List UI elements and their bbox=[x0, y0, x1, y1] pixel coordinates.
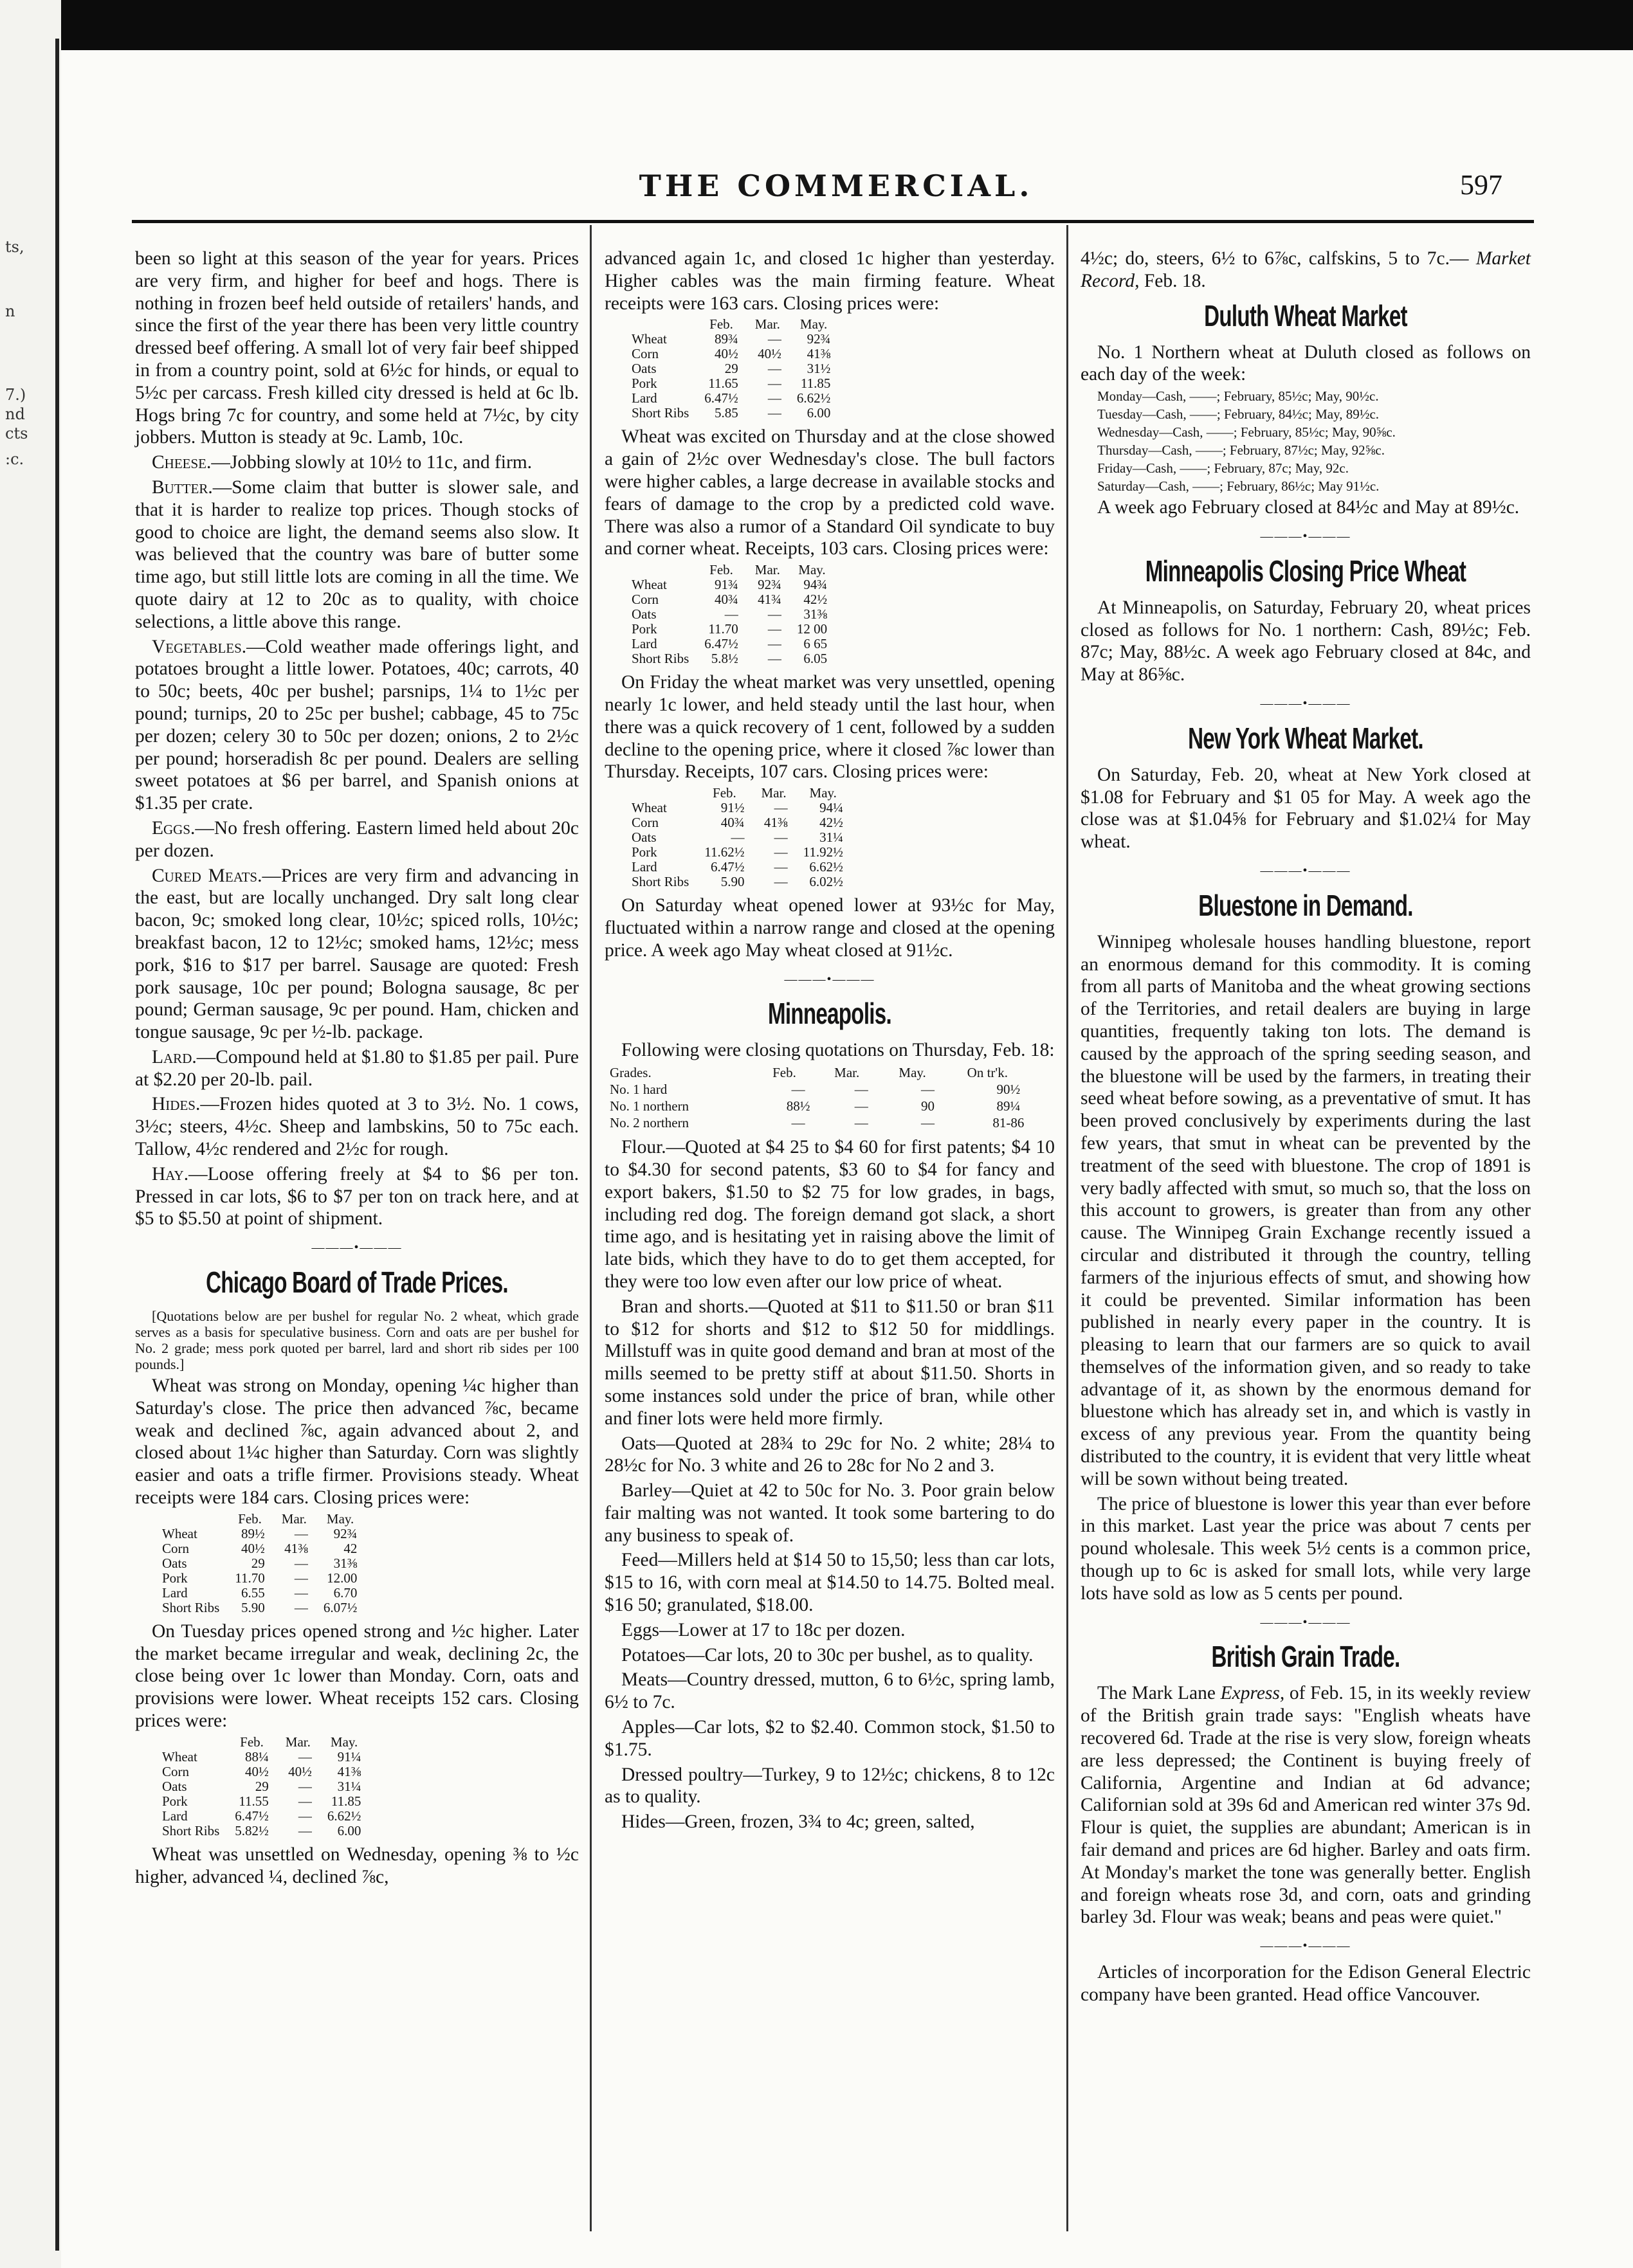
paragraph-flour: Flour.—Quoted at $4 25 to $4 60 for first patents; $4 10 to $4.30 for second patents, $3 60 to $4 for fancy and export bakers, $1.50 to $2 75 for low grades, in bags, including red dog. The foreign demand got slack, a short time ago, and is hesitating yet in raising above the limit of late bids, which they have to do to get them accepted, for they were too low even after our low price of wheat. bbox=[605, 1137, 1055, 1292]
price-cell: 12 00 bbox=[796, 621, 828, 637]
table-header: On tr'k. bbox=[967, 1065, 1008, 1081]
table-header: Mar. bbox=[285, 1734, 311, 1750]
commodity-cell: Wheat bbox=[162, 1525, 197, 1541]
section-ornament: ———•——— bbox=[311, 1240, 403, 1255]
table-row bbox=[624, 801, 851, 815]
price-cell: 42½ bbox=[819, 815, 843, 831]
price-cell: 11.92½ bbox=[803, 844, 843, 860]
price-cell: — bbox=[774, 844, 788, 860]
table-row bbox=[605, 1081, 1055, 1098]
paragraph-wednesday: Wheat was unsettled on Wednesday, opening ⅜ to ½c higher, advanced ¼, declined ⅞c, bbox=[135, 1844, 579, 1887]
price-cell: 41⅜ bbox=[284, 1540, 308, 1556]
table-header: May. bbox=[799, 316, 828, 332]
table-row bbox=[154, 1765, 369, 1779]
price-cell: 5.90 bbox=[241, 1599, 265, 1615]
price-cell: 81-86 bbox=[992, 1115, 1025, 1131]
section-title-minneapolis: Minneapolis. bbox=[768, 997, 891, 1031]
item-text: —Compound held at $1.80 to $1.85 per pail. Pure at $2.20 per 20-lb. pail. bbox=[135, 1046, 579, 1090]
table-row bbox=[154, 1586, 365, 1601]
paragraph-hides: Hides—Green, frozen, 3¾ to 4c; green, salted, bbox=[621, 1811, 975, 1833]
column-3 bbox=[1081, 248, 1531, 2009]
section-ornament: ———•——— bbox=[784, 972, 875, 986]
price-cell: — bbox=[767, 621, 781, 637]
price-cell: — bbox=[294, 1584, 308, 1601]
price-cell: 5.8½ bbox=[711, 651, 738, 667]
price-cell: 31½ bbox=[807, 361, 831, 377]
price-cell: 11.70 bbox=[708, 621, 738, 637]
price-cell: 42½ bbox=[803, 592, 828, 608]
table-header: Feb. bbox=[772, 1065, 796, 1081]
table-row bbox=[605, 1114, 1055, 1131]
section-ornament: ———•——— bbox=[1260, 1939, 1351, 1954]
price-cell: 29 bbox=[255, 1778, 269, 1794]
price-cell: — bbox=[294, 1555, 308, 1571]
paragraph-edison: Articles of incorporation for the Edison General Electric company have been granted. Head office Vancouver. bbox=[1081, 1962, 1531, 2005]
price-cell: — bbox=[854, 1115, 868, 1131]
margin-fragment: n bbox=[5, 302, 15, 320]
paragraph-thursday: Wheat was excited on Thursday and at the close showed a gain of 2½c over Wednesday's close. The bull factors were higher cables, a large decrease in available stocks and fears of damage to the crop by a predicted cold wave. There was also a rumor of a Standard Oil syndicate to buy and corner wheat. Receipts, 103 cars. Closing prices were: bbox=[605, 426, 1055, 559]
paragraph-eggs: Eggs—Lower at 17 to 18c per dozen. bbox=[621, 1619, 906, 1640]
price-cell: — bbox=[854, 1082, 868, 1098]
duluth-day: Tuesday—Cash, ——; February, 84½c; May, 89½c. bbox=[1097, 406, 1380, 422]
paragraph-apples: Apples—Car lots, $2 to $2.40. Common stock, $1.50 to $1.75. bbox=[605, 1717, 1055, 1760]
commodity-cell: Short Ribs bbox=[632, 874, 689, 890]
table-header: Feb. bbox=[713, 785, 736, 801]
table-row bbox=[624, 860, 851, 875]
price-cell: 41⅜ bbox=[763, 815, 788, 831]
table-row bbox=[624, 391, 838, 406]
price-cell: — bbox=[774, 874, 788, 890]
paragraph-tuesday: On Tuesday prices opened strong and ½c higher. Later the market became irregular and weak, declining 2c, the close being over 1c lower than Monday. Corn, oats and provisions were lower. Wheat receipts 152 cars. Closing prices were: bbox=[135, 1620, 579, 1732]
price-cell: 40½ bbox=[715, 346, 738, 362]
table-row bbox=[624, 830, 851, 845]
price-cell: 40¾ bbox=[720, 815, 745, 831]
table-header: May. bbox=[809, 785, 837, 801]
paragraph: been so light at this season of the year for years. Prices are very firm, and higher for beef and hogs. There is nothing in frozen beef held outside of retailers' hands, and since the first of the year there has been very little country dressed beef offering. A small lot of very fair beef shipped in from a country point, sold at 6½c for hinds, or equal to 5½c per carcass. Fresh killed city dressed is held at 6c lb. Hogs bring 7c for country, and some held at 7½c, by city jobbers. Mutton is steady at 9c. Lamb, 10c. bbox=[135, 248, 579, 448]
section-title-minneapolis-closing: Minneapolis Closing Price Wheat bbox=[1145, 554, 1466, 588]
price-cell: 40½ bbox=[245, 1763, 269, 1779]
commodity-cell: Pork bbox=[632, 621, 657, 637]
item-text: —Prices are very firm and advancing in the east, but are locally unchanged. Dry salt long clear bacon, 9c; smoked long clear, 10½c; spiced rolls, 10½c; breakfast bacon, 12 to 12½c; smoked hams, 12½c; mess pork, $16 to $17 per barrel. Sausage are quoted: Fresh pork sausage, 10c per pound; Bologna sausage, 8c per pound; German sausage, 9c per pound. Ham, chicken and tongue sausage, 9c per ½-lb. package. bbox=[135, 865, 579, 1043]
table-row bbox=[624, 577, 835, 592]
paragraph-friday: On Friday the wheat market was very unsettled, opening nearly 1c lower, and held steady until the last hour, when there was a quick recovery of 1 cent, followed by a sudden decline to the opening price, where it closed ⅞c lower than Thursday. Receipts, 107 cars. Closing prices were: bbox=[605, 672, 1055, 783]
paragraph-oats: Oats—Quoted at 28¾ to 29c for No. 2 white; 28¼ to 28½c for No. 3 white and 26 to 28c for No 2 and 3. bbox=[605, 1433, 1055, 1476]
section-ornament: ———•——— bbox=[1260, 529, 1351, 543]
table-row bbox=[624, 607, 835, 622]
commodity-cell: Wheat bbox=[632, 800, 667, 816]
price-cell: 5.82½ bbox=[235, 1822, 269, 1838]
price-cell: 11.62½ bbox=[704, 844, 745, 860]
column-2 bbox=[605, 248, 1055, 1836]
price-cell: 6.47½ bbox=[704, 390, 738, 406]
margin-fragment: nd bbox=[5, 405, 25, 423]
price-cell: 41⅜ bbox=[807, 346, 831, 362]
paragraph-barley: Barley—Quiet at 42 to 50c for No. 3. Poor grain below fair malting was not wanted. It took some bartering to do any business to speak of. bbox=[605, 1480, 1055, 1546]
price-cell: — bbox=[731, 830, 745, 846]
margin-fragment: 7.) bbox=[5, 386, 26, 404]
commodity-cell: Pork bbox=[162, 1570, 188, 1586]
price-cell: 31⅜ bbox=[333, 1555, 358, 1571]
duluth-day: Wednesday—Cash, ——; February, 85½c; May, 90⅝c. bbox=[1097, 424, 1396, 440]
price-cell: 88¼ bbox=[245, 1748, 269, 1765]
text: The Mark Lane bbox=[1097, 1683, 1216, 1704]
commodity-cell: Wheat bbox=[632, 331, 667, 347]
section-title-chicago: Chicago Board of Trade Prices. bbox=[206, 1266, 508, 1300]
table-row bbox=[624, 815, 851, 830]
price-cell: 40½ bbox=[241, 1540, 265, 1556]
duluth-day: Friday—Cash, ——; February, 87c; May, 92c. bbox=[1097, 460, 1349, 476]
table-row bbox=[154, 1824, 369, 1838]
table-row bbox=[154, 1794, 369, 1809]
grade-cell: No. 1 northern bbox=[610, 1098, 689, 1114]
duluth-day: Saturday—Cash, ——; February, 86½c; May 91½c. bbox=[1097, 478, 1380, 494]
price-cell: 11.70 bbox=[235, 1570, 265, 1586]
paragraph-saturday: On Saturday wheat opened lower at 93½c for May, fluctuated within a narrow range and closed at the opening price. A week ago May wheat closed at 91½c. bbox=[605, 895, 1055, 961]
commodity-cell: Short Ribs bbox=[162, 1599, 220, 1615]
price-cell: — bbox=[767, 636, 781, 652]
price-cell: 40¾ bbox=[715, 592, 738, 608]
table-header: Mar. bbox=[761, 785, 787, 801]
paragraph-eggs bbox=[135, 817, 579, 862]
paragraph-cheese bbox=[135, 451, 579, 474]
price-cell: 11.85 bbox=[800, 376, 831, 392]
paragraph: advanced again 1c, and closed 1c higher than yesterday. Higher cables was the main firming feature. Wheat receipts were 163 cars. Closing prices were: bbox=[605, 248, 1055, 314]
section-title-new-york: New York Wheat Market. bbox=[1188, 721, 1423, 755]
price-cell: 29 bbox=[724, 361, 738, 377]
paragraph-cured-meats bbox=[135, 865, 579, 1044]
price-cell: 11.55 bbox=[239, 1793, 269, 1809]
item-text: —Loose offering freely at $4 to $6 per ton. Pressed in car lots, $6 to $7 per ton on track here, and at $5 to $5.50 at point of shipment. bbox=[135, 1163, 579, 1229]
price-cell: 92¾ bbox=[333, 1525, 358, 1541]
price-cell: — bbox=[774, 830, 788, 846]
commodity-cell: Lard bbox=[632, 390, 657, 406]
table-row bbox=[624, 347, 838, 361]
paragraph-new-york: On Saturday, Feb. 20, wheat at New York closed at $1.08 for February and $1 05 for May. A week ago the close was at $1.04⅝ for February and $1.02¼ for May wheat. bbox=[1081, 764, 1531, 853]
binding-rule bbox=[55, 39, 59, 2251]
commodity-cell: Short Ribs bbox=[162, 1822, 220, 1838]
price-cell: 12.00 bbox=[327, 1570, 358, 1586]
paragraph-monday: Wheat was strong on Monday, opening ¼c higher than Saturday's close. The price then advanced ⅞c, became weak and declined ⅞c, again advanced about 2, and closed about 1¼c higher than Saturday. Corn was slightly easier and oats a trifle firmer. Provisions steady. Wheat receipts were 184 cars. Closing prices were: bbox=[135, 1375, 579, 1509]
price-cell: 42 bbox=[343, 1540, 358, 1556]
binding-edge bbox=[0, 0, 61, 2268]
price-cell: — bbox=[298, 1808, 312, 1824]
table-row bbox=[154, 1541, 365, 1556]
price-cell: — bbox=[774, 859, 788, 875]
price-cell: — bbox=[298, 1748, 312, 1765]
price-cell: 6.07½ bbox=[323, 1599, 358, 1615]
table-header: Mar. bbox=[754, 562, 780, 578]
price-cell: 40½ bbox=[758, 346, 781, 362]
section-ornament: ———•——— bbox=[1260, 1615, 1351, 1629]
price-cell: 6.55 bbox=[241, 1584, 265, 1601]
paragraph-bluestone-2: The price of bluestone is lower this year than ever before in this market. Last year the price was about 7 cents per pound wholesale. This week 5½ cents is a common price, though up to 6c is asked for small lots, while very large lots have sold as low as 5 cents per pound. bbox=[1081, 1493, 1531, 1604]
paragraph-duluth-intro: No. 1 Northern wheat at Duluth closed as follows on each day of the week: bbox=[1081, 341, 1531, 385]
price-cell: 29 bbox=[251, 1555, 265, 1571]
price-cell: 94¼ bbox=[819, 800, 843, 816]
price-cell: 6.47½ bbox=[235, 1808, 269, 1824]
paragraph-british bbox=[1081, 1682, 1531, 1928]
price-cell: 31¼ bbox=[337, 1778, 361, 1794]
source-name: Market Record, bbox=[1081, 248, 1531, 291]
table-row bbox=[624, 592, 835, 607]
paragraph-potatoes: Potatoes—Car lots, 20 to 30c per bushel, as to quality. bbox=[621, 1644, 1034, 1665]
commodity-cell: Corn bbox=[162, 1540, 189, 1556]
price-cell: — bbox=[724, 606, 738, 622]
table-row bbox=[624, 622, 835, 637]
item-label: Hay. bbox=[152, 1163, 189, 1184]
price-cell: 92¾ bbox=[758, 577, 781, 593]
table-row bbox=[624, 637, 835, 651]
price-cell: 91½ bbox=[720, 800, 745, 816]
price-cell: 6.47½ bbox=[711, 859, 745, 875]
table-header: Grades. bbox=[610, 1065, 652, 1081]
price-cell: — bbox=[854, 1098, 868, 1114]
price-cell: 6.00 bbox=[337, 1822, 361, 1838]
price-cell: — bbox=[791, 1082, 805, 1098]
paragraph-duluth-week: A week ago February closed at 84½c and May at 89½c. bbox=[1097, 497, 1520, 518]
price-table-wednesday bbox=[624, 317, 838, 421]
price-cell: — bbox=[921, 1115, 935, 1131]
price-cell: 89¼ bbox=[996, 1098, 1021, 1114]
paragraph-feed: Feed—Millers held at $14 50 to 15,50; less than car lots, $15 to 16, with corn meal at $14.50 to 14.75. Bolted meal. $16 50; granulated, $18.00. bbox=[605, 1550, 1055, 1616]
price-cell: — bbox=[767, 331, 781, 347]
table-header: Feb. bbox=[709, 562, 733, 578]
text: of Feb. 15, in its weekly review of the British grain trade says: "English wheats have recovered 6d. Trade at the rise is very slow, foreign wheats are less depressed; the Continent is buying freely of California, Argentine and Indian at 6d advance; Californian sold at 39s 6d and American red winter 37s 9d. Flour is quiet, the supplies are abundant; American is in fair demand and prices are 6d higher. Barley and oats firm. At Monday's market the tone was generally better. English and foreign wheats rose 3d, and corn, oats and grinding barley 3d. Flour was weak; beans and peas were quiet." bbox=[1081, 1683, 1531, 1928]
commodity-cell: Short Ribs bbox=[632, 405, 689, 421]
paragraph-vegetables bbox=[135, 636, 579, 815]
price-table-thursday bbox=[624, 563, 835, 666]
commodity-cell: Oats bbox=[632, 361, 657, 377]
price-cell: 6.02½ bbox=[809, 874, 843, 890]
price-cell: 5.85 bbox=[715, 405, 738, 421]
paragraph-butter bbox=[135, 476, 579, 633]
table-header: May. bbox=[899, 1065, 926, 1081]
table-row bbox=[624, 651, 835, 666]
price-cell: 91¼ bbox=[337, 1748, 361, 1765]
price-cell: 6.47½ bbox=[704, 636, 738, 652]
commodity-cell: Lard bbox=[632, 636, 657, 652]
item-label: Butter. bbox=[152, 476, 213, 498]
table-row bbox=[154, 1527, 365, 1541]
paragraph-hides bbox=[135, 1093, 579, 1160]
price-cell: 11.65 bbox=[708, 376, 738, 392]
margin-fragment: :c. bbox=[5, 450, 24, 468]
commodity-cell: Oats bbox=[162, 1555, 187, 1571]
scan-top-border bbox=[61, 0, 1633, 50]
table-row bbox=[624, 376, 838, 391]
paragraph-mpls-intro: Following were closing quotations on Thursday, Feb. 18: bbox=[621, 1040, 1055, 1061]
price-cell: 31¼ bbox=[819, 830, 843, 846]
table-header: Mar. bbox=[754, 316, 780, 332]
commodity-cell: Lard bbox=[162, 1808, 188, 1824]
price-cell: — bbox=[298, 1778, 312, 1794]
price-cell: 6.00 bbox=[807, 405, 831, 421]
commodity-cell: Oats bbox=[632, 606, 657, 622]
margin-fragment: cts bbox=[5, 424, 28, 442]
paragraph-meats: Meats—Country dressed, mutton, 6 to 6½c, spring lamb, 6½ to 7c. bbox=[605, 1669, 1055, 1713]
minneapolis-quotations-table bbox=[605, 1064, 1055, 1131]
table-row bbox=[624, 875, 851, 889]
price-cell: — bbox=[921, 1082, 935, 1098]
price-cell: 90 bbox=[921, 1098, 935, 1114]
commodity-cell: Corn bbox=[632, 815, 659, 831]
price-cell: 88½ bbox=[786, 1098, 810, 1114]
grade-cell: No. 1 hard bbox=[610, 1082, 668, 1098]
paper-name: Express, bbox=[1220, 1683, 1285, 1704]
price-cell: 6.62½ bbox=[796, 390, 831, 406]
price-cell: 6 65 bbox=[803, 636, 828, 652]
commodity-cell: Wheat bbox=[632, 577, 667, 593]
masthead: THE COMMERCIAL. bbox=[639, 168, 1034, 203]
table-row bbox=[154, 1809, 369, 1824]
price-cell: 41⅜ bbox=[337, 1763, 361, 1779]
section-ornament: ———•——— bbox=[1260, 696, 1351, 711]
item-label: Cured Meats. bbox=[152, 865, 262, 886]
column-rule bbox=[1066, 225, 1068, 2231]
item-text: —Frozen hides quoted at 3 to 3½. No. 1 cows, 3½c; steers, 4½c. Sheep and lambskins, 50 to 75c each. Tallow, 4½c rendered and 2½c for rough. bbox=[135, 1094, 579, 1160]
commodity-cell: Wheat bbox=[162, 1748, 197, 1765]
header-rule bbox=[132, 220, 1534, 223]
price-cell: 6.62½ bbox=[809, 859, 843, 875]
table-row bbox=[154, 1571, 365, 1586]
table-header: May. bbox=[798, 562, 826, 578]
price-cell: 92¾ bbox=[807, 331, 831, 347]
price-cell: 11.85 bbox=[331, 1793, 361, 1809]
table-row bbox=[624, 845, 851, 860]
paragraph-mpls-close: At Minneapolis, on Saturday, February 20, wheat prices closed as follows for No. 1 northern: Cash, 89½c; Feb. 87c; May, 88½c. A week ago February closed at 84c, and May at 86⅝c. bbox=[1081, 597, 1531, 685]
column-1 bbox=[135, 248, 579, 1891]
section-title-duluth: Duluth Wheat Market bbox=[1204, 298, 1407, 332]
commodity-cell: Oats bbox=[162, 1778, 187, 1794]
price-cell: — bbox=[298, 1793, 312, 1809]
price-cell: — bbox=[767, 376, 781, 392]
table-header: May. bbox=[330, 1734, 358, 1750]
section-ornament: ———•——— bbox=[1260, 863, 1351, 878]
table-row bbox=[154, 1556, 365, 1571]
duluth-day: Monday—Cash, ——; February, 85½c; May, 90½c. bbox=[1097, 388, 1379, 404]
table-row bbox=[624, 361, 838, 376]
price-cell: — bbox=[767, 606, 781, 622]
price-cell: — bbox=[294, 1525, 308, 1541]
price-cell: — bbox=[767, 361, 781, 377]
paragraph-lard bbox=[135, 1046, 579, 1091]
column-rule bbox=[590, 225, 592, 2231]
commodity-cell: Corn bbox=[632, 346, 659, 362]
table-row bbox=[154, 1779, 369, 1794]
paragraph-bran: Bran and shorts.—Quoted at $11 to $11.50 or bran $11 to $12 for shorts and $12 to $12 50 for middlings. Millstuff was in quite good demand and bran at most of the mills seemed to be pretty stiff at about $11.50. Shorts in some instances sold under the price of bran, while other and finer lots were held more firmly. bbox=[605, 1296, 1055, 1429]
table-header: Feb. bbox=[238, 1510, 262, 1527]
text: 4½c; do, steers, 6½ to 6⅞c, calfskins, 5 to 7c.— bbox=[1081, 248, 1469, 269]
table-row bbox=[624, 406, 838, 421]
price-cell: — bbox=[767, 390, 781, 406]
chicago-note: [Quotations below are per bushel for regular No. 2 wheat, which grade serves as a basis for speculative business. Corn and oats are per bushel for No. 2 grade; mess pork quoted per barrel, lard and short rib sides per 100 pounds.] bbox=[135, 1308, 579, 1373]
price-cell: 6.70 bbox=[333, 1584, 358, 1601]
price-table-monday bbox=[154, 1512, 365, 1615]
price-cell: — bbox=[294, 1570, 308, 1586]
price-cell: — bbox=[774, 800, 788, 816]
paragraph-poultry: Dressed poultry—Turkey, 9 to 12½c; chickens, 8 to 12c as to quality. bbox=[605, 1764, 1055, 1808]
price-cell: 89¾ bbox=[715, 331, 738, 347]
price-cell: 41¾ bbox=[758, 592, 781, 608]
duluth-day: Thursday—Cash, ——; February, 87½c; May, 92⅝c. bbox=[1097, 442, 1385, 458]
paragraph-bluestone-1: Winnipeg wholesale houses handling bluestone, report an enormous demand for this commodity. It is coming from all parts of Manitoba and the wheat growing sections of the Territories, and retail dealers are buying in large quantities, frequently taking ton lots. The demand is caused by the approach of the spring seeding season, and the bluestone will be used by the farmers, in treating their seed wheat before sowing, as a preventative of smut. It has been proved conclusively by experiments during the last few years, that smut in wheat can be prevented by the treatment of the seed with bluestone. The crop of 1891 is very badly affected with smut, so much so, that the loss on this account to growers, is greater than from any other cause. The Winnipeg Grain Exchange recently issued a circular and distributed it through the country, telling farmers of the injurious effects of smut, and showing how it could be prevented. Similar information has been published in nearly every paper in the country. It is pleasing to learn that our farmers are so quick to avail themselves of the information given, and so ready to take advantage of it, as shown by the enormous demand for bluestone which has already set in, and which is vastly in excess of any previous year. From the quantity being distributed to the country, it is evident that very little wheat will be sown without being treated. bbox=[1081, 931, 1531, 1489]
table-header: May. bbox=[326, 1510, 354, 1527]
price-cell: 6.62½ bbox=[327, 1808, 361, 1824]
item-text: —Cold weather made offerings light, and potatoes brought a little lower. Potatoes, 40c; carrots, 40 to 50c; beets, 40c per bushel; parsnips, 1¼ to 1½c per pound; turnips, 20 to 25c per bushel; cabbage, 45 to 75c per dozen; celery 30 to 50c per dozen; onions, 2 to 2½c per pound; horseradish 8c per pound. Dealers are selling sweet potatoes at $6 per barrel, and Spanish onions at $1.35 per crate. bbox=[135, 636, 579, 814]
commodity-cell: Pork bbox=[632, 844, 657, 860]
date: Feb. 18. bbox=[1144, 270, 1206, 291]
table-header: Feb. bbox=[240, 1734, 264, 1750]
price-cell: — bbox=[791, 1115, 805, 1131]
item-label: Lard. bbox=[152, 1046, 197, 1067]
price-table-friday bbox=[624, 786, 851, 889]
commodity-cell: Pork bbox=[162, 1793, 188, 1809]
table-row bbox=[605, 1098, 1055, 1114]
commodity-cell: Corn bbox=[632, 592, 659, 608]
item-label: Eggs. bbox=[152, 817, 196, 839]
price-cell: 90½ bbox=[996, 1082, 1021, 1098]
price-cell: — bbox=[294, 1599, 308, 1615]
item-label: Cheese. bbox=[152, 452, 212, 473]
price-cell: 94¾ bbox=[803, 577, 828, 593]
section-title-british: British Grain Trade. bbox=[1211, 1640, 1400, 1674]
commodity-cell: Short Ribs bbox=[632, 651, 689, 667]
price-cell: 6.05 bbox=[803, 651, 828, 667]
commodity-cell: Oats bbox=[632, 830, 657, 846]
item-label: Vegetables. bbox=[152, 636, 247, 657]
price-table-tuesday bbox=[154, 1735, 369, 1838]
price-cell: — bbox=[767, 651, 781, 667]
price-cell: 89½ bbox=[241, 1525, 265, 1541]
item-label: Hides. bbox=[152, 1094, 201, 1115]
grade-cell: No. 2 northern bbox=[610, 1115, 689, 1131]
paragraph-hay bbox=[135, 1163, 579, 1230]
paragraph bbox=[1081, 248, 1531, 293]
table-header: Feb. bbox=[709, 316, 733, 332]
table-row bbox=[154, 1750, 369, 1765]
price-cell: — bbox=[767, 405, 781, 421]
item-text: —Jobbing slowly at 10½ to 11c, and firm. bbox=[211, 452, 533, 473]
table-row bbox=[154, 1601, 365, 1615]
commodity-cell: Pork bbox=[632, 376, 657, 392]
commodity-cell: Corn bbox=[162, 1763, 189, 1779]
item-text: —No fresh offering. Eastern limed held about 20c per dozen. bbox=[135, 817, 579, 861]
margin-fragment: ts, bbox=[5, 238, 24, 256]
table-header: Mar. bbox=[281, 1510, 307, 1527]
section-title-bluestone: Bluestone in Demand. bbox=[1198, 888, 1413, 922]
price-cell: 40½ bbox=[288, 1763, 312, 1779]
price-cell: 5.90 bbox=[720, 874, 745, 890]
item-text: —Some claim that butter is slower sale, and that it is harder to realize top prices. Though stocks of good to choice are light, the demand seems also slow. It was believed that the country was bare of butter some time ago, but still little lots are coming in all the time. We quote dairy at 12 to 20c as to quality, with choice selections, a little above this range. bbox=[135, 476, 579, 632]
table-row bbox=[624, 332, 838, 347]
price-cell: — bbox=[298, 1822, 312, 1838]
commodity-cell: Lard bbox=[162, 1584, 188, 1601]
price-cell: 31⅜ bbox=[803, 606, 828, 622]
page-number: 597 bbox=[1460, 169, 1502, 201]
table-header: Mar. bbox=[834, 1065, 860, 1081]
commodity-cell: Lard bbox=[632, 859, 657, 875]
price-cell: 91¾ bbox=[715, 577, 738, 593]
